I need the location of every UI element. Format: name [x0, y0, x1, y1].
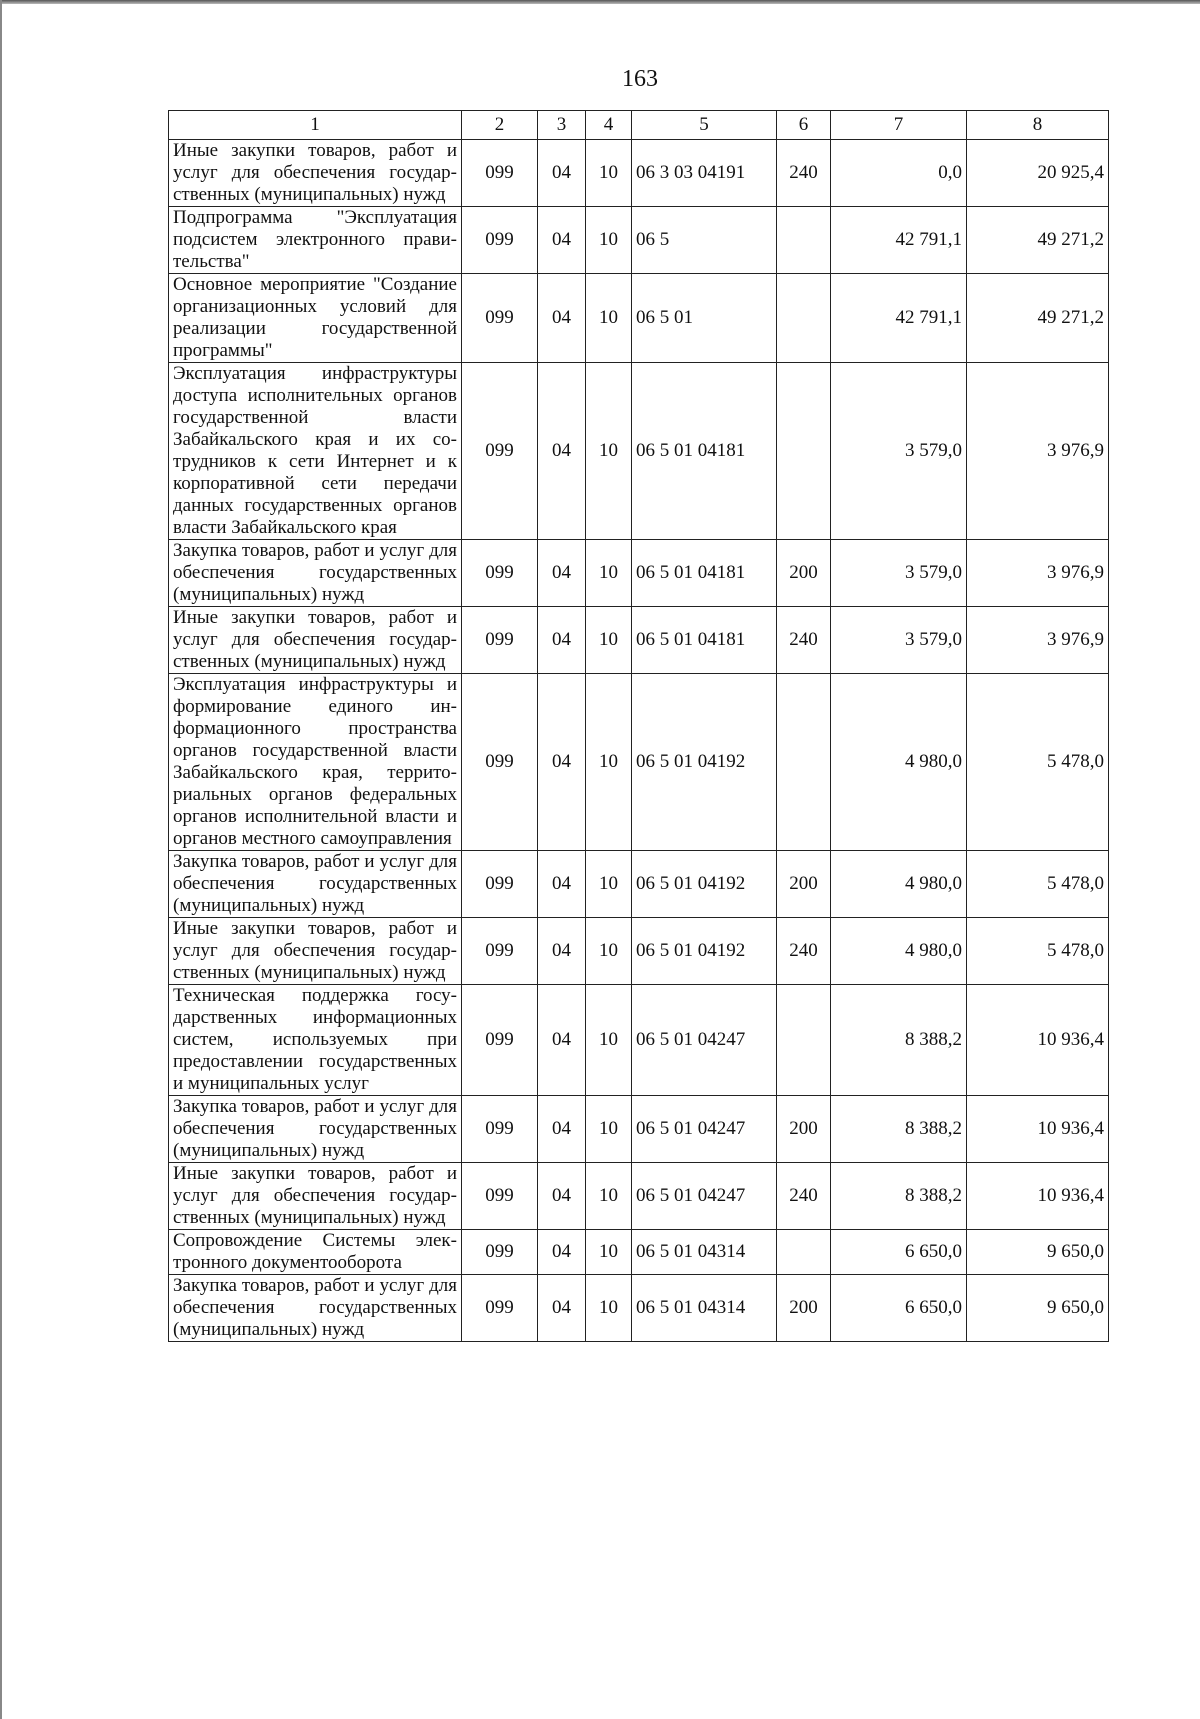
cell-subsection: 10	[586, 140, 632, 207]
cell-amount-year2: 5 478,0	[967, 851, 1109, 918]
cell-amount-year2: 49 271,2	[967, 207, 1109, 274]
cell-section: 04	[538, 674, 586, 851]
row-name: Закупка товаров, работ и услуг для обеспечения государственных (муниципальных) нужд	[169, 851, 462, 918]
cell-section: 04	[538, 140, 586, 207]
cell-amount-year2: 10 936,4	[967, 985, 1109, 1096]
cell-amount-year2: 3 976,9	[967, 540, 1109, 607]
column-header: 7	[831, 111, 967, 140]
table-row	[169, 1096, 1109, 1163]
cell-target-article: 06 5 01 04314	[632, 1275, 777, 1342]
cell-amount-year2: 20 925,4	[967, 140, 1109, 207]
cell-amount-year1: 6 650,0	[831, 1230, 967, 1275]
row-name: Иные закупки товаров, работ и услуг для обеспечения государственных (муниципальных) нужд	[169, 918, 462, 985]
cell-amount-year1: 8 388,2	[831, 1096, 967, 1163]
cell-amount-year1: 4 980,0	[831, 851, 967, 918]
cell-expense-type: 240	[777, 918, 831, 985]
row-name: Закупка товаров, работ и услуг для обеспечения государственных (муниципальных) нужд	[169, 1275, 462, 1342]
column-header: 1	[169, 111, 462, 140]
cell-expense-type: 200	[777, 1096, 831, 1163]
cell-target-article: 06 5 01 04314	[632, 1230, 777, 1275]
cell-ministry: 099	[462, 1163, 538, 1230]
cell-amount-year1: 42 791,1	[831, 207, 967, 274]
cell-amount-year1: 6 650,0	[831, 1275, 967, 1342]
cell-ministry: 099	[462, 540, 538, 607]
row-name: Техническая поддержка государственных информационных систем, используемых при предоставлении государственных и муниципальных услуг	[169, 985, 462, 1096]
table-row	[169, 540, 1109, 607]
cell-amount-year1: 8 388,2	[831, 1163, 967, 1230]
table-row	[169, 140, 1109, 207]
cell-expense-type	[777, 674, 831, 851]
row-name: Иные закупки товаров, работ и услуг для обеспечения государственных (муниципальных) нужд	[169, 140, 462, 207]
cell-section: 04	[538, 607, 586, 674]
table-row	[169, 607, 1109, 674]
cell-amount-year1: 3 579,0	[831, 540, 967, 607]
cell-subsection: 10	[586, 274, 632, 363]
cell-amount-year1: 42 791,1	[831, 274, 967, 363]
cell-subsection: 10	[586, 918, 632, 985]
table-row	[169, 1275, 1109, 1342]
cell-target-article: 06 5 01 04181	[632, 363, 777, 540]
table-header-row	[169, 111, 1109, 140]
column-header: 2	[462, 111, 538, 140]
table-row	[169, 274, 1109, 363]
cell-subsection: 10	[586, 1230, 632, 1275]
table-row	[169, 674, 1109, 851]
cell-target-article: 06 5 01 04247	[632, 985, 777, 1096]
cell-subsection: 10	[586, 674, 632, 851]
cell-target-article: 06 5	[632, 207, 777, 274]
cell-amount-year1: 4 980,0	[831, 918, 967, 985]
cell-expense-type: 240	[777, 1163, 831, 1230]
cell-section: 04	[538, 851, 586, 918]
table-row	[169, 207, 1109, 274]
cell-expense-type	[777, 363, 831, 540]
table-body	[169, 140, 1109, 1342]
row-name: Подпрограмма "Эксплуатация подсистем электронного правительства"	[169, 207, 462, 274]
cell-section: 04	[538, 363, 586, 540]
cell-subsection: 10	[586, 363, 632, 540]
row-name: Закупка товаров, работ и услуг для обеспечения государственных (муниципальных) нужд	[169, 540, 462, 607]
column-header: 6	[777, 111, 831, 140]
cell-section: 04	[538, 274, 586, 363]
row-name: Иные закупки товаров, работ и услуг для обеспечения государственных (муниципальных) нужд	[169, 607, 462, 674]
cell-ministry: 099	[462, 1230, 538, 1275]
table-row	[169, 985, 1109, 1096]
cell-expense-type	[777, 985, 831, 1096]
row-name: Сопровождение Системы электронного документооборота	[169, 1230, 462, 1275]
cell-expense-type: 200	[777, 540, 831, 607]
cell-expense-type	[777, 1230, 831, 1275]
row-name: Основное мероприятие "Создание организационных условий для реализации государственной программы"	[169, 274, 462, 363]
cell-subsection: 10	[586, 607, 632, 674]
cell-ministry: 099	[462, 1096, 538, 1163]
cell-amount-year2: 5 478,0	[967, 918, 1109, 985]
cell-section: 04	[538, 1163, 586, 1230]
cell-ministry: 099	[462, 140, 538, 207]
table-row	[169, 1230, 1109, 1275]
cell-amount-year2: 5 478,0	[967, 674, 1109, 851]
cell-amount-year1: 3 579,0	[831, 607, 967, 674]
cell-subsection: 10	[586, 1275, 632, 1342]
cell-expense-type	[777, 274, 831, 363]
cell-ministry: 099	[462, 918, 538, 985]
table-row	[169, 851, 1109, 918]
column-header: 4	[586, 111, 632, 140]
scan-edge-left	[0, 0, 2, 1719]
row-name: Закупка товаров, работ и услуг для обеспечения государственных (муниципальных) нужд	[169, 1096, 462, 1163]
cell-section: 04	[538, 985, 586, 1096]
row-name: Иные закупки товаров, работ и услуг для обеспечения государственных (муниципальных) нужд	[169, 1163, 462, 1230]
cell-amount-year1: 0,0	[831, 140, 967, 207]
cell-subsection: 10	[586, 207, 632, 274]
cell-amount-year2: 9 650,0	[967, 1275, 1109, 1342]
cell-expense-type: 240	[777, 607, 831, 674]
cell-ministry: 099	[462, 607, 538, 674]
cell-subsection: 10	[586, 985, 632, 1096]
cell-expense-type: 200	[777, 851, 831, 918]
row-name: Эксплуатация инфраструктуры доступа исполнительных органов государственной власти Забайкальского края и их сотрудников к сети Интернет и к корпоративной сети передачи данных государственных органов власти Забайкальского края	[169, 363, 462, 540]
budget-table	[168, 110, 1109, 1342]
cell-amount-year1: 3 579,0	[831, 363, 967, 540]
column-header: 3	[538, 111, 586, 140]
table-row	[169, 1163, 1109, 1230]
cell-section: 04	[538, 207, 586, 274]
cell-section: 04	[538, 918, 586, 985]
cell-subsection: 10	[586, 540, 632, 607]
cell-amount-year1: 8 388,2	[831, 985, 967, 1096]
cell-section: 04	[538, 540, 586, 607]
column-header: 5	[632, 111, 777, 140]
cell-ministry: 099	[462, 851, 538, 918]
cell-amount-year2: 3 976,9	[967, 363, 1109, 540]
cell-target-article: 06 5 01 04181	[632, 607, 777, 674]
cell-target-article: 06 5 01	[632, 274, 777, 363]
cell-target-article: 06 5 01 04181	[632, 540, 777, 607]
cell-section: 04	[538, 1096, 586, 1163]
cell-section: 04	[538, 1275, 586, 1342]
cell-amount-year2: 3 976,9	[967, 607, 1109, 674]
cell-ministry: 099	[462, 207, 538, 274]
cell-ministry: 099	[462, 985, 538, 1096]
cell-expense-type: 240	[777, 140, 831, 207]
cell-subsection: 10	[586, 851, 632, 918]
cell-target-article: 06 3 03 04191	[632, 140, 777, 207]
column-header: 8	[967, 111, 1109, 140]
cell-amount-year2: 10 936,4	[967, 1096, 1109, 1163]
cell-target-article: 06 5 01 04192	[632, 918, 777, 985]
cell-subsection: 10	[586, 1163, 632, 1230]
cell-target-article: 06 5 01 04247	[632, 1096, 777, 1163]
cell-ministry: 099	[462, 274, 538, 363]
cell-amount-year2: 9 650,0	[967, 1230, 1109, 1275]
cell-target-article: 06 5 01 04192	[632, 851, 777, 918]
cell-ministry: 099	[462, 674, 538, 851]
page-number: 163	[622, 66, 658, 92]
cell-amount-year1: 4 980,0	[831, 674, 967, 851]
cell-expense-type: 200	[777, 1275, 831, 1342]
cell-amount-year2: 10 936,4	[967, 1163, 1109, 1230]
scan-edge	[0, 0, 1200, 4]
cell-subsection: 10	[586, 1096, 632, 1163]
cell-ministry: 099	[462, 1275, 538, 1342]
cell-target-article: 06 5 01 04192	[632, 674, 777, 851]
table-row	[169, 918, 1109, 985]
cell-section: 04	[538, 1230, 586, 1275]
cell-amount-year2: 49 271,2	[967, 274, 1109, 363]
row-name: Эксплуатация инфраструктуры и формирование единого информационного пространства органов государственной власти Забайкальского края, территориальных органов федеральных органов исполнительной власти и органов местного самоуправления	[169, 674, 462, 851]
table-row	[169, 363, 1109, 540]
cell-expense-type	[777, 207, 831, 274]
cell-target-article: 06 5 01 04247	[632, 1163, 777, 1230]
cell-ministry: 099	[462, 363, 538, 540]
